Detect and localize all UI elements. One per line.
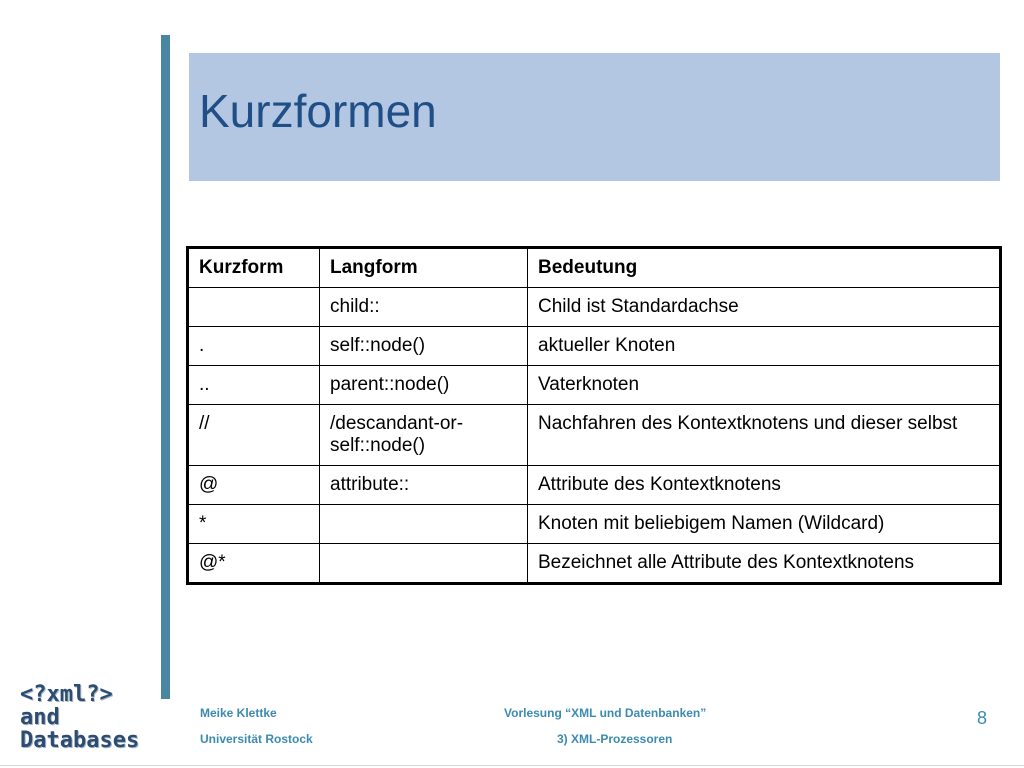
- cell-langform: [320, 505, 528, 544]
- xml-databases-logo: [20, 683, 139, 752]
- table-header-row: [188, 248, 1001, 288]
- footer-lecture: Vorlesung “XML und Datenbanken”: [504, 706, 707, 720]
- cell-langform: [320, 544, 528, 584]
- cell-bedeutung: Vaterknoten: [528, 366, 1001, 405]
- shortcut-table: [186, 246, 1002, 585]
- cell-bedeutung: aktueller Knoten: [528, 327, 1001, 366]
- cell-kurzform: *: [188, 505, 320, 544]
- cell-kurzform: .: [188, 327, 320, 366]
- header-bedeutung: Bedeutung: [528, 248, 1001, 288]
- bottom-divider: [0, 765, 1024, 766]
- cell-kurzform: [188, 288, 320, 327]
- table-row: [188, 327, 1001, 366]
- cell-langform: parent::node(): [320, 366, 528, 405]
- logo-line: <?xml?>: [20, 682, 113, 707]
- cell-langform: child::: [320, 288, 528, 327]
- cell-kurzform: @: [188, 466, 320, 505]
- footer-author: Meike Klettke: [200, 706, 277, 720]
- slide-title: Kurzformen: [199, 85, 437, 137]
- accent-bar: [161, 35, 170, 699]
- table-row: [188, 466, 1001, 505]
- cell-kurzform: //: [188, 405, 320, 466]
- cell-kurzform: ..: [188, 366, 320, 405]
- cell-langform: /descandant-or-self::node(): [320, 405, 528, 466]
- cell-langform: self::node(): [320, 327, 528, 366]
- logo-line: Databases: [20, 728, 140, 753]
- page-number: 8: [977, 708, 988, 728]
- cell-bedeutung: Child ist Standardachse: [528, 288, 1001, 327]
- cell-langform: attribute::: [320, 466, 528, 505]
- cell-bedeutung: Bezeichnet alle Attribute des Kontextknotens: [528, 544, 1001, 584]
- table-row: [188, 544, 1001, 584]
- footer-chapter: 3) XML-Prozessoren: [557, 732, 673, 746]
- table-row: [188, 288, 1001, 327]
- cell-bedeutung: Attribute des Kontextknotens: [528, 466, 1001, 505]
- cell-bedeutung: Knoten mit beliebigem Namen (Wildcard): [528, 505, 1001, 544]
- table-row: [188, 366, 1001, 405]
- header-langform: Langform: [320, 248, 528, 288]
- cell-kurzform: @*: [188, 544, 320, 584]
- table-row: [188, 405, 1001, 466]
- table-row: [188, 505, 1001, 544]
- cell-bedeutung: Nachfahren des Kontextknotens und dieser selbst: [528, 405, 1001, 466]
- logo-line: and: [20, 705, 60, 730]
- header-kurzform: Kurzform: [188, 248, 320, 288]
- footer-university: Universität Rostock: [200, 732, 313, 746]
